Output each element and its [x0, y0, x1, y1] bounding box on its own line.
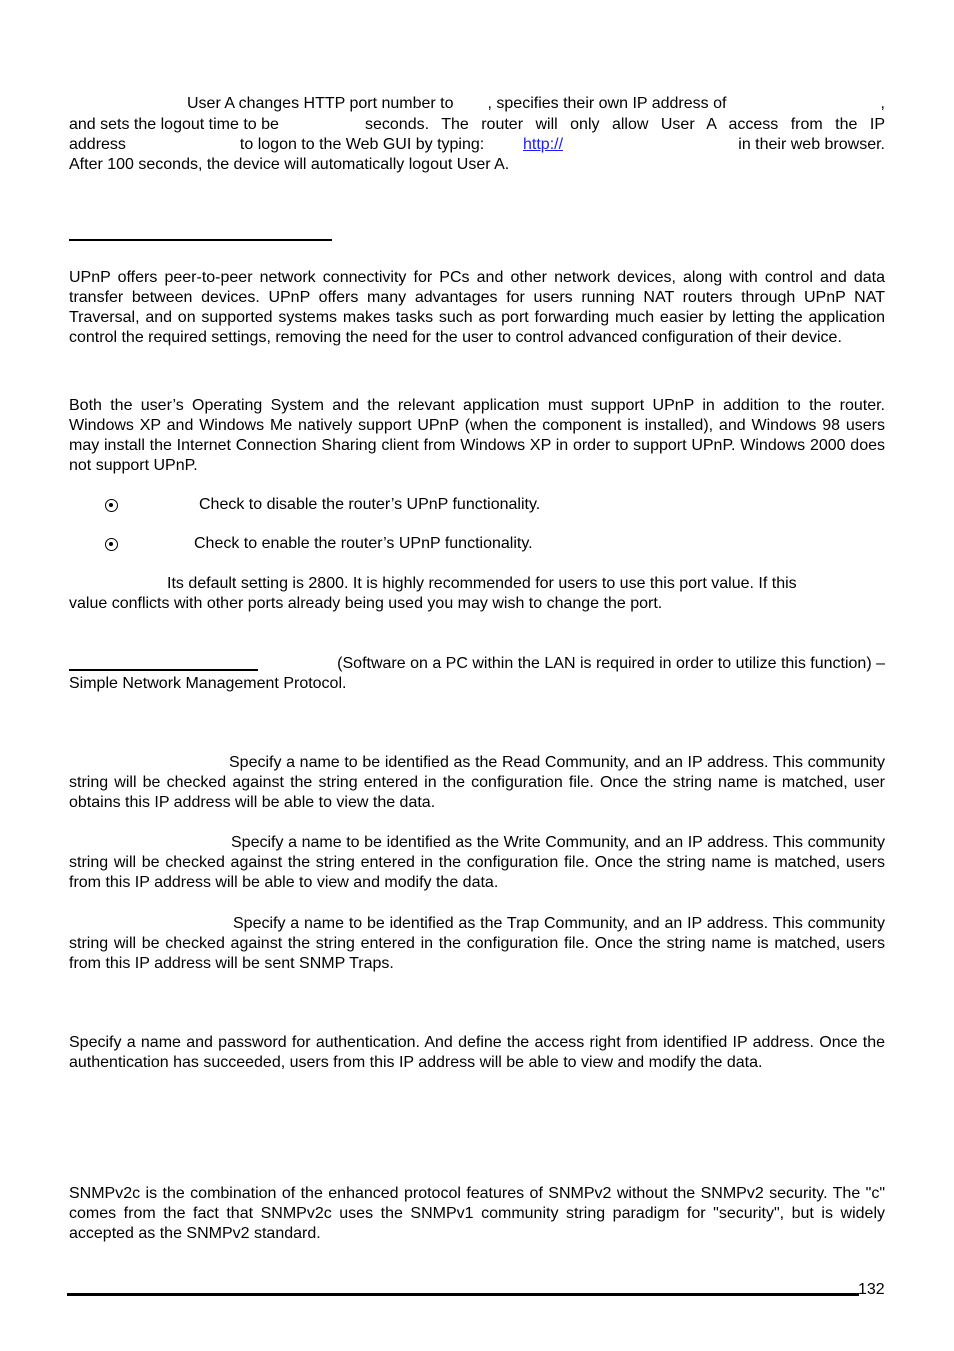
upnp-port-text-1: Its default setting is 2800. It is highly recommended for users to use this port value. If this: [167, 575, 797, 592]
snmp-intro-line-2: Simple Network Management Protocol.: [69, 675, 347, 692]
example-line-4: After 100 seconds, the device will automatically logout User A.: [69, 156, 510, 173]
upnp-disable-radio-icon[interactable]: [105, 499, 118, 512]
upnp-disable-text: Check to disable the router’s UPnP functionality.: [199, 496, 541, 513]
web-gui-link[interactable]: http://: [523, 136, 564, 153]
snmp-read-community: Specify a name to be identified as the Read Community, and an IP address. This community string will be checked against the string entered in the configuration file. Once the string name is matched, user obtains this IP address will be able to view the data.: [69, 754, 885, 811]
example-line-2: and sets the logout time to be seconds. The router will only allow User A access from the IP: [69, 116, 885, 133]
example-line-1: User A changes HTTP port number to , specifies their own IP address of ,: [187, 95, 885, 112]
snmp-intro-line-1: (Software on a PC within the LAN is required in order to utilize this function) –: [337, 655, 885, 672]
snmp-heading-underline: [69, 669, 258, 671]
upnp-description: UPnP offers peer-to-peer network connectivity for PCs and other network devices, along with control and data transfer between devices. UPnP offers many advantages for users running NAT routers through UPnP NAT Traversal, and on supported systems makes tasks such as port forwarding much easier by letting the application control the required settings, removing the need for the user to control advanced configuration of their device.: [69, 269, 885, 346]
upnp-enable-text: Check to enable the router’s UPnP functionality.: [194, 535, 533, 552]
snmpv2c-description: SNMPv2c is the combination of the enhanced protocol features of SNMPv2 without the SNMPv2 security. The "c" comes from the fact that SNMPv2c uses the SNMPv1 community string paradigm for "security", but is widely accepted as the SNMPv2 standard.: [69, 1185, 885, 1242]
page-number: 132: [858, 1281, 885, 1298]
snmpv3-description: Specify a name and password for authentication. And define the access right from identified IP address. Once the authentication has succeeded, users from this IP address will be able to view and modify the data.: [69, 1034, 885, 1071]
example-line-3: address to logon to the Web GUI by typing: http:// in their web browser.: [69, 136, 885, 153]
upnp-enable-radio-icon[interactable]: [105, 538, 118, 551]
upnp-heading-underline: [69, 239, 332, 241]
snmp-write-community: Specify a name to be identified as the Write Community, and an IP address. This community string will be checked against the string entered in the configuration file. Once the string name is matched, users from this IP address will be able to view and modify the data.: [69, 834, 885, 891]
upnp-port-text-2: value conflicts with other ports already being used you may wish to change the port.: [69, 595, 663, 612]
snmp-trap-community: Specify a name to be identified as the Trap Community, and an IP address. This community string will be checked against the string entered in the configuration file. Once the string name is matched, users from this IP address will be sent SNMP Traps.: [69, 915, 885, 972]
footer-rule: [67, 1293, 859, 1296]
upnp-os-support: Both the user’s Operating System and the relevant application must support UPnP in addition to the router. Windows XP and Windows Me natively support UPnP (when the component is installed), and Windows 98 users may install the Internet Connection Sharing client from Windows XP in order to support UPnP. Windows 2000 does not support UPnP.: [69, 397, 885, 474]
